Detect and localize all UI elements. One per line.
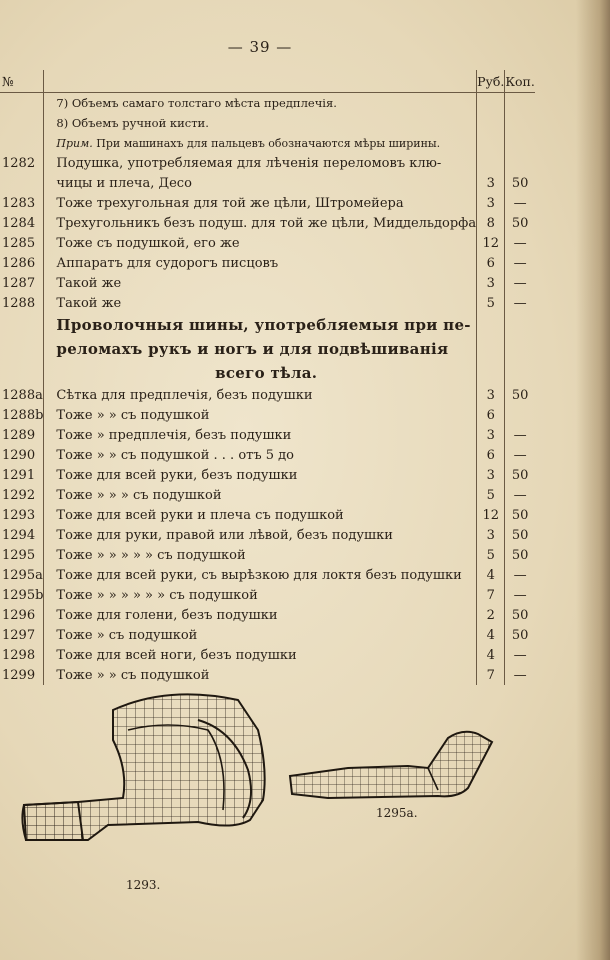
item-price-rub: 4 xyxy=(477,565,505,585)
section-heading: реломахъ рукъ и ногъ и для подвѣшиванія xyxy=(44,337,477,361)
item-price-kop: — xyxy=(513,295,527,311)
list-item xyxy=(0,153,535,173)
price-list-table xyxy=(0,70,535,685)
item-number: 1290 xyxy=(0,445,44,465)
figure-label-1293: 1293. xyxy=(126,878,161,892)
item-description: Тоже » » » » » съ подушкой xyxy=(44,545,477,565)
item-price-rub: 3 xyxy=(477,385,505,405)
item-number: 1295b xyxy=(0,585,44,605)
item-price-rub: 7 xyxy=(477,665,505,685)
header-num: № xyxy=(0,70,44,93)
item-number: 1293 xyxy=(0,505,44,525)
item-price-kop: 50 xyxy=(511,607,529,623)
list-item xyxy=(0,625,535,645)
item-number: 1284 xyxy=(0,213,44,233)
list-item xyxy=(0,565,535,585)
item-description: чицы и плеча, Десо xyxy=(44,173,477,193)
item-number: 1287 xyxy=(0,273,44,293)
item-description: Тоже для голени, безъ подушки xyxy=(44,605,477,625)
list-item xyxy=(0,193,535,213)
item-price-kop: — xyxy=(513,487,527,503)
note-text: 7) Объемъ самаго толстаго мѣста предплечія. xyxy=(44,93,477,114)
item-price-kop: 50 xyxy=(511,467,529,483)
section-heading: Проволочныя шины, употребляемыя при пе- xyxy=(44,313,477,337)
section-heading-row xyxy=(0,361,535,385)
item-description: Трехугольникъ безъ подуш. для той же цѣли, Миддельдорфа xyxy=(44,213,477,233)
item-number: 1298 xyxy=(0,645,44,665)
note-body: При машинахъ для пальцевъ обозначаются мѣры ширины. xyxy=(96,136,441,150)
item-price-kop: 50 xyxy=(511,215,529,231)
list-item xyxy=(0,233,535,253)
note-row xyxy=(0,113,535,133)
item-price-kop: — xyxy=(513,647,527,663)
item-price-rub: 4 xyxy=(477,645,505,665)
item-description: Тоже » » съ подушкой . . . отъ 5 до xyxy=(44,445,477,465)
item-description: Такой же xyxy=(44,273,477,293)
item-price-kop: 50 xyxy=(511,175,529,191)
item-description: Тоже для всей ноги, безъ подушки xyxy=(44,645,477,665)
note-row xyxy=(0,93,535,114)
item-number: 1297 xyxy=(0,625,44,645)
item-description: Подушка, употребляемая для лѣченія переломовъ клю- xyxy=(44,153,477,173)
list-item xyxy=(0,253,535,273)
item-number: 1286 xyxy=(0,253,44,273)
item-price-kop xyxy=(505,153,535,173)
item-description: Такой же xyxy=(44,293,477,313)
item-price-rub xyxy=(477,153,505,173)
item-description: Тоже для всей руки и плеча съ подушкой xyxy=(44,505,477,525)
item-price-kop: — xyxy=(513,255,527,271)
note-text: 8) Объемъ ручной кисти. xyxy=(44,113,477,133)
item-description: Тоже » » » » » » съ подушкой xyxy=(44,585,477,605)
section-heading: всего тѣла. xyxy=(44,361,477,385)
item-number: 1288b xyxy=(0,405,44,425)
item-price-kop: — xyxy=(513,235,527,251)
list-item xyxy=(0,173,535,193)
item-price-rub: 3 xyxy=(477,425,505,445)
item-number: 1299 xyxy=(0,665,44,685)
item-price-kop: — xyxy=(513,667,527,683)
item-description: Тоже » предплечія, безъ подушки xyxy=(44,425,477,445)
item-number: 1296 xyxy=(0,605,44,625)
item-number: 1288a xyxy=(0,385,44,405)
figure-1293-splint xyxy=(18,690,280,880)
item-price-rub: 5 xyxy=(477,545,505,565)
section-heading-row xyxy=(0,313,535,337)
list-item xyxy=(0,293,535,313)
item-description: Тоже » » » съ подушкой xyxy=(44,485,477,505)
item-number: 1282 xyxy=(0,153,44,173)
table-header xyxy=(0,70,535,93)
item-price-rub: 3 xyxy=(477,465,505,485)
list-item xyxy=(0,465,535,485)
section-heading-row xyxy=(0,337,535,361)
item-price-kop: 50 xyxy=(511,627,529,643)
header-rub: Руб. xyxy=(477,70,505,93)
item-price-rub: 2 xyxy=(477,605,505,625)
item-price-rub: 7 xyxy=(477,585,505,605)
note-text xyxy=(44,133,477,153)
item-price-rub: 12 xyxy=(477,505,505,525)
item-number: 1283 xyxy=(0,193,44,213)
item-description: Аппаратъ для судорогъ писцовъ xyxy=(44,253,477,273)
list-item xyxy=(0,605,535,625)
list-item xyxy=(0,405,535,425)
item-price-kop: 50 xyxy=(511,387,529,403)
item-number: 1295a xyxy=(0,565,44,585)
header-desc xyxy=(44,70,477,93)
item-price-kop: 50 xyxy=(511,527,529,543)
list-item xyxy=(0,545,535,565)
item-number: 1289 xyxy=(0,425,44,445)
figure-label-1295a: 1295a. xyxy=(376,806,418,820)
item-price-rub: 3 xyxy=(477,525,505,545)
list-item xyxy=(0,585,535,605)
item-price-kop: — xyxy=(513,195,527,211)
item-price-kop xyxy=(505,405,535,425)
note-prefix: Прим. xyxy=(56,136,93,150)
item-description: Тоже трехугольная для той же цѣли, Штромейера xyxy=(44,193,477,213)
item-price-rub: 5 xyxy=(477,485,505,505)
item-price-kop: — xyxy=(513,447,527,463)
item-price-kop: 50 xyxy=(511,507,529,523)
note-row xyxy=(0,133,535,153)
item-number: 1295 xyxy=(0,545,44,565)
item-description: Тоже » съ подушкой xyxy=(44,625,477,645)
list-item xyxy=(0,273,535,293)
item-price-rub: 3 xyxy=(477,173,505,193)
item-number xyxy=(0,173,44,193)
list-item xyxy=(0,425,535,445)
item-description: Тоже для руки, правой или лѣвой, безъ подушки xyxy=(44,525,477,545)
item-price-kop: — xyxy=(513,567,527,583)
list-item xyxy=(0,213,535,233)
item-description: Тоже для всей руки, съ вырѣзкою для локтя безъ подушки xyxy=(44,565,477,585)
list-item xyxy=(0,385,535,405)
list-item xyxy=(0,525,535,545)
item-price-kop: — xyxy=(513,587,527,603)
header-kop: Коп. xyxy=(505,70,535,93)
item-description: Тоже » » съ подушкой xyxy=(44,665,477,685)
item-number: 1294 xyxy=(0,525,44,545)
item-price-rub: 5 xyxy=(477,293,505,313)
item-price-rub: 6 xyxy=(477,253,505,273)
item-number: 1288 xyxy=(0,293,44,313)
list-item xyxy=(0,445,535,465)
item-number: 1292 xyxy=(0,485,44,505)
item-number: 1291 xyxy=(0,465,44,485)
item-number: 1285 xyxy=(0,233,44,253)
item-price-kop: 50 xyxy=(511,547,529,563)
item-price-rub: 6 xyxy=(477,445,505,465)
item-description: Сѣтка для предплечія, безъ подушки xyxy=(44,385,477,405)
item-description: Тоже » » съ подушкой xyxy=(44,405,477,425)
item-price-rub: 8 xyxy=(477,213,505,233)
page-binding-shadow xyxy=(576,0,610,960)
list-item xyxy=(0,645,535,665)
item-price-rub: 4 xyxy=(477,625,505,645)
page-number: — 39 — xyxy=(227,38,293,56)
item-price-kop: — xyxy=(513,427,527,443)
item-description: Тоже съ подушкой, его же xyxy=(44,233,477,253)
item-price-rub: 3 xyxy=(477,193,505,213)
item-price-rub: 12 xyxy=(477,233,505,253)
item-price-kop: — xyxy=(513,275,527,291)
item-price-rub: 3 xyxy=(477,273,505,293)
item-price-rub: 6 xyxy=(477,405,505,425)
list-item xyxy=(0,485,535,505)
figure-1295a-splint xyxy=(288,728,494,804)
list-item xyxy=(0,505,535,525)
list-item xyxy=(0,665,535,685)
item-description: Тоже для всей руки, безъ подушки xyxy=(44,465,477,485)
